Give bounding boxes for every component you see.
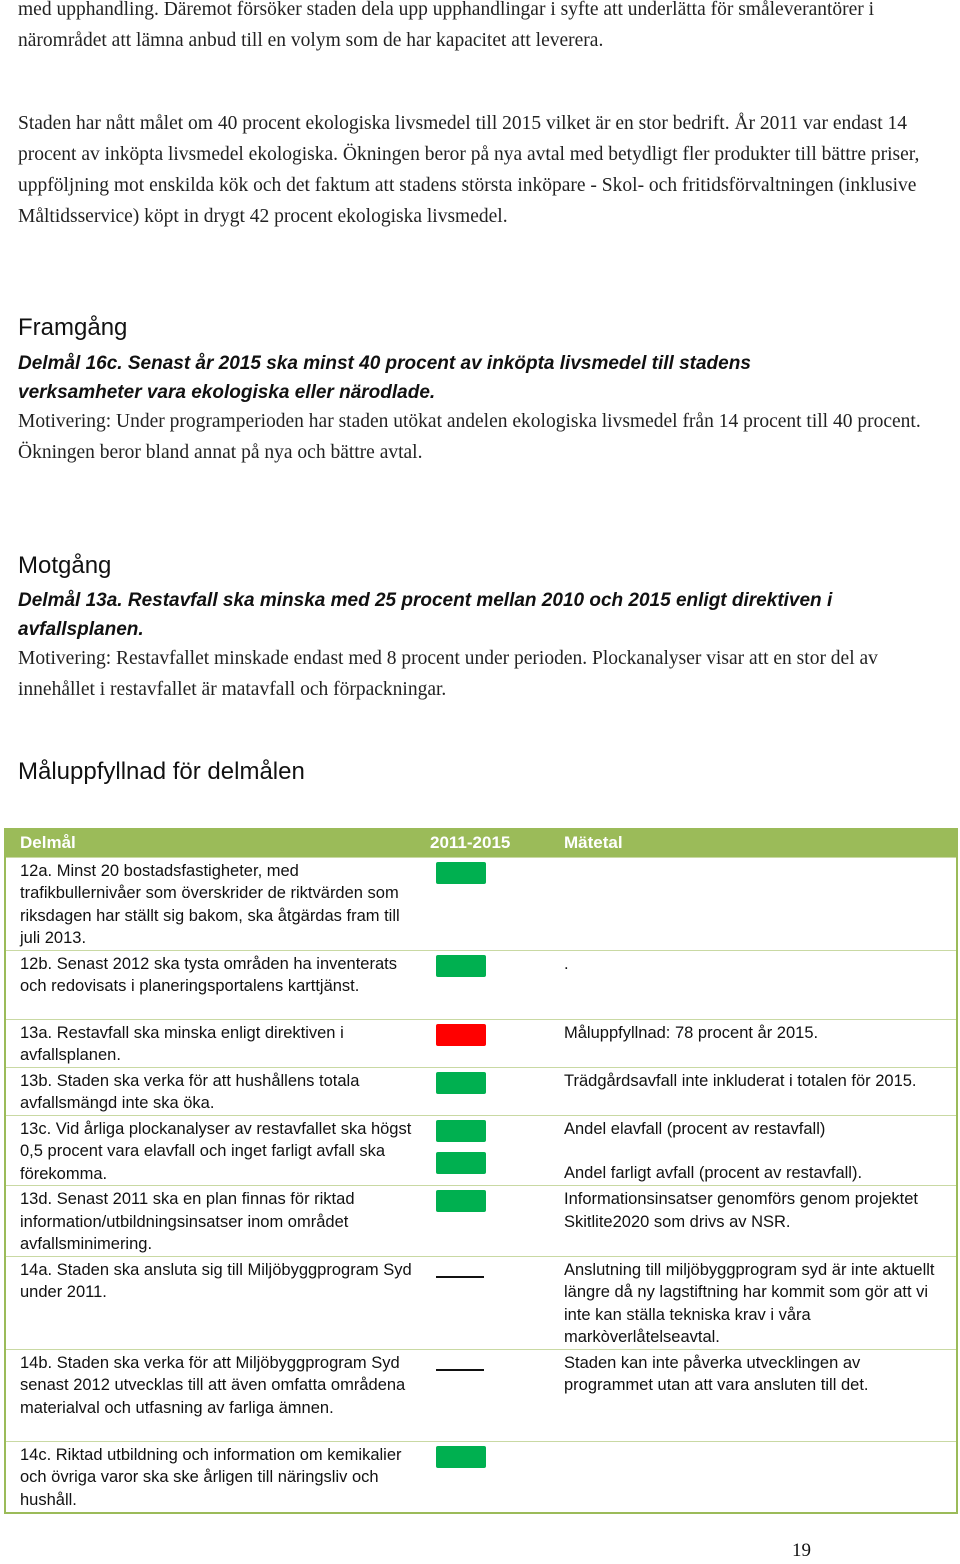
goal-cell: 14b. Staden ska verka för att Miljöbyggprogram Syd senast 2012 utvecklas till att även omfatta områdena materialval och utfasning av farliga ämnen. [5, 1349, 418, 1441]
status-cell [418, 1115, 552, 1186]
status-not-applicable-dash [436, 1369, 484, 1371]
metric-text: Staden kan inte påverka utvecklingen av programmet utan att vara ansluten till det. [564, 1353, 869, 1394]
metric-cell [552, 1186, 957, 1257]
metric-cell [552, 1349, 957, 1441]
framgang-goal: Delmål 16c. Senast år 2015 ska minst 40 procent av inköpta livsmedel till stadens verksamheter vara ekologiska eller närodlade. [18, 353, 751, 403]
metric-cell [552, 950, 957, 1019]
status-cell [418, 950, 552, 1019]
metric-text: . [564, 954, 569, 973]
status-red-indicator [436, 1024, 486, 1046]
metric-cell [552, 1256, 957, 1349]
metric-text: Anslutning till miljöbyggprogram syd är inte aktuellt längre då ny lagstiftning har kommit som gör att vi inte kan ställa tekniska krav i våra markòverlåtelseavtal. [564, 1260, 935, 1346]
table-row [5, 1441, 957, 1513]
status-green-indicator [436, 1446, 486, 1468]
framgang-motivation: Motivering: Under programperioden har staden utökat andelen ekologiska livsmedel från 14 procent till 40 procent. Ökningen beror bland annat på nya och bättre avtal. [18, 411, 921, 463]
status-green-indicator [436, 1152, 486, 1174]
goal-cell: 13c. Vid årliga plockanalyser av restavfallet ska högst 0,5 procent vara elavfall och inget farligt avfall ska förekomma. [5, 1115, 418, 1186]
table-row [5, 1349, 957, 1441]
status-green-indicator [436, 1190, 486, 1212]
status-cell [418, 1256, 552, 1349]
status-cell [418, 857, 552, 950]
table-row [5, 857, 957, 950]
metric-cell [552, 1441, 957, 1513]
goal-cell: 14a. Staden ska ansluta sig till Miljöbyggprogram Syd under 2011. [5, 1256, 418, 1349]
goal-cell: 12a. Minst 20 bostadsfastigheter, med trafikbullernivåer som överskrider de riktvärden som riksdagen har ställt sig bakom, ska åtgärdas fram till juli 2013. [5, 857, 418, 950]
status-cell [418, 1186, 552, 1257]
goal-cell: 13b. Staden ska verka för att hushållens totala avfallsmängd inte ska öka. [5, 1067, 418, 1115]
status-cell [418, 1067, 552, 1115]
intro-paragraph-1: med upphandling. Däremot försöker staden dela upp upphandlingar i syfte att underlätta för småleverantörer i närområdet att lämna anbud till en volym som de har kapacitet att leverera. [18, 0, 875, 51]
status-green-indicator [436, 1120, 486, 1142]
intro-paragraph-2: Staden har nått målet om 40 procent ekologiska livsmedel till 2015 vilket är en stor bedrift. År 2011 var endast 14 procent av inköpta livsmedel ekologiska. Ökningen beror på nya avtal med betydligt fler produkter till bättre priser, uppföljning mot enskilda kök och det faktum att stadens största inköpare - Skol- och fritidsförvaltningen (inklusive Måltidsservice) köpt in drygt 42 procent ekologiska livsmedel. [18, 113, 920, 227]
status-green-indicator [436, 955, 486, 977]
goal-cell: 14c. Riktad utbildning och information om kemikalier och övriga varor ska ske årligen till näringsliv och hushåll. [5, 1441, 418, 1513]
table-row [5, 1115, 957, 1186]
table-heading: Måluppfyllnad för delmålen [18, 758, 305, 785]
header-delmal: Delmål [5, 829, 418, 857]
status-green-indicator [436, 862, 486, 884]
status-green-indicator [436, 1072, 486, 1094]
metric-text-secondary: Andel farligt avfall (procent av restavfall). [564, 1164, 863, 1182]
metric-text: Trädgårdsavfall inte inkluderat i totalen för 2015. [564, 1071, 917, 1090]
metric-text: Måluppfyllnad: 78 procent år 2015. [564, 1023, 819, 1042]
table-row [5, 1186, 957, 1257]
metric-cell [552, 1019, 957, 1067]
goal-cell: 13d. Senast 2011 ska en plan finnas för riktad information/utbildningsinsatser inom området avfallsminimering. [5, 1186, 418, 1257]
status-not-applicable-dash [436, 1276, 484, 1278]
metric-cell [552, 1067, 957, 1115]
motgang-motivation: Motivering: Restavfallet minskade endast med 8 procent under perioden. Plockanalyser visar att en stor del av innehållet i restavfallet är matavfall och förpackningar. [18, 648, 878, 700]
header-matetal: Mätetal [552, 829, 957, 857]
framgang-heading: Framgång [18, 314, 128, 341]
status-cell [418, 1349, 552, 1441]
goals-table [4, 828, 958, 1514]
goal-cell: 12b. Senast 2012 ska tysta områden ha inventerats och redovisats i planeringsportalens karttjänst. [5, 950, 418, 1019]
metric-text: Andel elavfall (procent av restavfall) [564, 1119, 826, 1138]
metric-cell [552, 857, 957, 950]
metric-cell [552, 1115, 957, 1186]
table-row [5, 950, 957, 1019]
status-cell [418, 1019, 552, 1067]
motgang-goal: Delmål 13a. Restavfall ska minska med 25 procent mellan 2010 och 2015 enligt direktiven i avfallsplanen. [18, 590, 833, 640]
motgang-heading: Motgång [18, 552, 112, 579]
metric-text: Informationsinsatser genomförs genom projektet Skitlite2020 som drivs av NSR. [564, 1190, 919, 1231]
page-number: 19 [792, 1540, 811, 1561]
goal-cell: 13a. Restavfall ska minska enligt direktiven i avfallsplanen. [5, 1019, 418, 1067]
status-cell [418, 1441, 552, 1513]
table-row [5, 1019, 957, 1067]
header-period: 2011-2015 [418, 829, 552, 857]
table-header-row [5, 829, 957, 857]
table-row [5, 1067, 957, 1115]
table-row [5, 1256, 957, 1349]
